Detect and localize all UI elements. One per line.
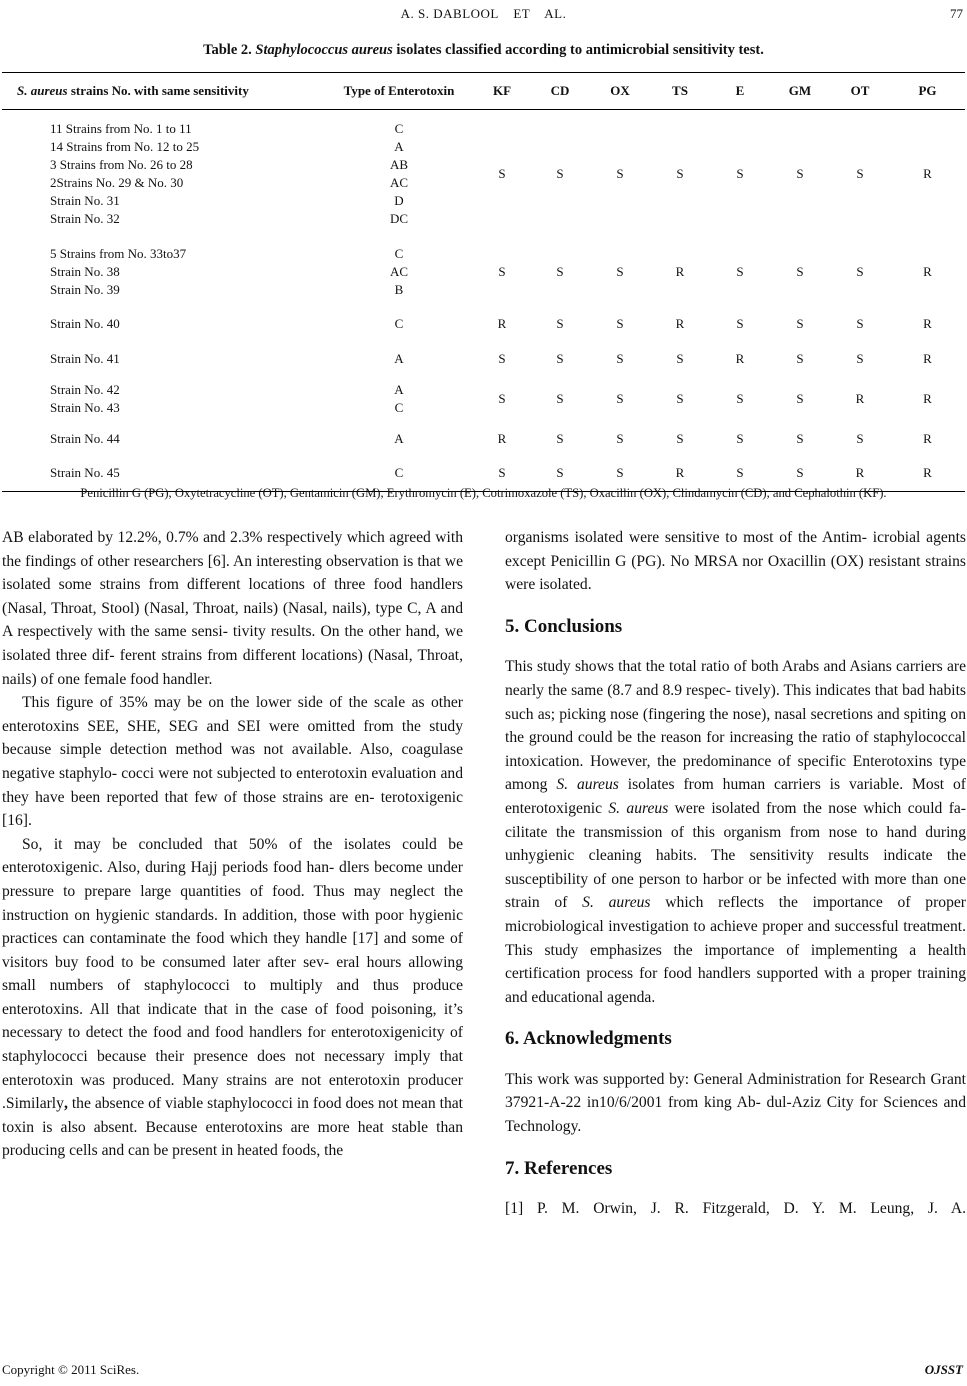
- enterotoxin-line: DC: [389, 210, 409, 226]
- left-paragraph-3-bold: ,: [63, 1095, 68, 1113]
- sensitivity-cell: S: [498, 350, 506, 366]
- conclusions-species-1: S. aureus: [556, 776, 619, 794]
- left-paragraph-1: AB elaborated by 12.2%, 0.7% and 2.3% respectively which agreed with the findings of other researchers [6]. An interesting observation is that we isolated some strains from different locations of three food handlers (Nasal, Throat, Stool) (Nasal, Throat, nails) (Nasal, nails), type C, A and A respectively with the same sensi- tivity results. On the other hand, we isolated three dif- ferent strains from different locations) (Nasal, Throat, nails) of one female food handler.: [2, 529, 463, 688]
- sensitivity-cell: S: [676, 350, 684, 366]
- header-pg: PG: [890, 73, 965, 110]
- sensitivity-cell: S: [590, 456, 650, 492]
- sensitivity-cell: S: [616, 315, 624, 331]
- sensitivity-cell: S: [770, 456, 830, 492]
- sensitivity-cell: S: [856, 165, 864, 181]
- sensitivity-cell: S: [736, 263, 744, 279]
- header-ts: TS: [650, 73, 710, 110]
- enterotoxin-cell: [324, 376, 474, 422]
- conclusions-text-2: isolates from human carriers is variable. Most of enterotoxigenic: [505, 776, 966, 817]
- sensitivity-cell: S: [796, 430, 804, 446]
- strain-line: 14 Strains from No. 12 to 25: [50, 138, 200, 154]
- strain-line: Strain No. 39: [50, 281, 120, 297]
- enterotoxin-line: A: [394, 430, 404, 446]
- sensitivity-cell: R: [830, 456, 890, 492]
- sensitivity-cell: S: [498, 263, 506, 279]
- sensitivity-cell: S: [710, 456, 770, 492]
- header-strains: [2, 73, 324, 110]
- conclusions-text-1: This study shows that the total ratio of both Arabs and Asians carriers are nearly the same (8.7 and 8.9 respec- tively). This indicates that bad habits such as; picking nose (fingering the nose), nasal secretions and spiting on the ground could be the reason for increasing the ratio of staphylococcal intoxication. However, the predominance of specific Enterotoxins type among: [505, 658, 966, 794]
- strain-line: Strain No. 44: [50, 430, 120, 446]
- conclusions-species-3: S. aureus: [582, 894, 651, 912]
- conclusions-paragraph: [505, 655, 966, 1009]
- table-header-row: [2, 73, 965, 110]
- sensitivity-cell: S: [676, 430, 684, 446]
- footer-copyright: Copyright © 2011 SciRes.: [2, 1362, 140, 1377]
- sensitivity-cell: S: [856, 263, 864, 279]
- heading-acknowledgments: 6. Acknowledgments: [505, 1028, 672, 1050]
- enterotoxin-line: A: [394, 350, 404, 366]
- enterotoxin-line: AC: [389, 174, 409, 190]
- sensitivity-cell: R: [650, 456, 710, 492]
- sensitivity-cell: S: [556, 165, 564, 181]
- header-cd: CD: [530, 73, 590, 110]
- sensitivity-cell: S: [498, 165, 506, 181]
- sensitivity-cell: S: [796, 350, 804, 366]
- sensitivity-cell: S: [556, 390, 564, 406]
- table-row: [2, 238, 965, 306]
- left-paragraph-3: [2, 833, 463, 1163]
- header-gm: GM: [770, 73, 830, 110]
- sensitivity-cell: R: [923, 430, 932, 446]
- enterotoxin-cell: [324, 422, 474, 456]
- sensitivity-cell: S: [616, 390, 624, 406]
- enterotoxin-line: AB: [389, 156, 409, 172]
- sensitivity-table: [2, 72, 965, 492]
- enterotoxin-cell: [324, 110, 474, 238]
- enterotoxin-line: A: [394, 381, 404, 397]
- sensitivity-cell: S: [498, 390, 506, 406]
- header-species: S. aureus: [17, 83, 68, 98]
- sensitivity-cell: R: [923, 165, 932, 181]
- sensitivity-cell: S: [676, 165, 684, 181]
- sensitivity-cell: R: [890, 456, 965, 492]
- strain-line: Strain No. 40: [50, 315, 120, 331]
- running-head: [0, 6, 967, 26]
- right-paragraph-1: organisms isolated were sensitive to most of the Antim- icrobial agents except Penicillin G (PG). No MRSA nor Oxacillin (OX) resistant strains were isolated.: [505, 529, 966, 594]
- enterotoxin-line: AC: [389, 263, 409, 279]
- sensitivity-cell: R: [675, 263, 685, 279]
- header-ot: OT: [830, 73, 890, 110]
- sensitivity-cell: S: [796, 315, 804, 331]
- strain-line: Strain No. 32: [50, 210, 120, 226]
- sensitivity-cell: S: [856, 350, 864, 366]
- left-paragraph-2: This figure of 35% may be on the lower side of the scale as other enterotoxins SEE, SHE, SEG and SEI were omitted from the study because simple detection method was not available. Also, coagulase negative staphylo- cocci were not subjected to enterotoxin evaluation and they have been reported that few of those strains are en- terotoxigenic [16].: [2, 694, 463, 830]
- running-head-title: A. S. DABLOOL ET AL.: [400, 6, 567, 21]
- strain-line: Strain No. 31: [50, 192, 120, 208]
- left-paragraph-3b: the absence of viable staphylococci in food does not mean that toxin is also absent. Because enterotoxins are more heat stable than producing cells and can be present in heated foods, the: [2, 1095, 463, 1160]
- table-row: [2, 422, 965, 456]
- enterotoxin-cell: [324, 238, 474, 306]
- sensitivity-cell: S: [616, 263, 624, 279]
- table-row: [2, 306, 965, 342]
- right-column: [505, 526, 966, 1221]
- header-enterotoxin: Type of Enterotoxin: [324, 73, 474, 110]
- sensitivity-cell: R: [923, 390, 932, 406]
- enterotoxin-cell: [324, 306, 474, 342]
- table-row: [2, 376, 965, 422]
- sensitivity-cell: R: [675, 315, 685, 331]
- sensitivity-cell: S: [736, 315, 744, 331]
- sensitivity-cell: S: [796, 165, 804, 181]
- sensitivity-cell: S: [474, 456, 530, 492]
- sensitivity-cell: R: [923, 263, 932, 279]
- sensitivity-cell: R: [855, 390, 865, 406]
- table-caption: [0, 42, 967, 59]
- strain-cell: [2, 110, 324, 238]
- header-strain-text: strains No. with same sensitivity: [67, 83, 249, 98]
- header-e: E: [710, 73, 770, 110]
- enterotoxin-line: C: [394, 120, 404, 136]
- strain-line: Strain No. 45: [50, 465, 120, 481]
- conclusions-text-3: were isolated from the nose which could fa- cilitate the transmission of this organism from nose to hand during unhygienic cleaning habits. The sensitivity results indicate the susceptibility of one person to harbor or be infected with more than one strain of: [505, 799, 967, 912]
- heading-conclusions: 5. Conclusions: [505, 615, 623, 637]
- sensitivity-cell: S: [556, 430, 564, 446]
- sensitivity-cell: S: [616, 430, 624, 446]
- strain-line: Strain No. 43: [50, 399, 120, 415]
- table-row: [2, 110, 965, 238]
- sensitivity-cell: S: [556, 263, 564, 279]
- sensitivity-cell: S: [736, 390, 744, 406]
- caption-rest: isolates classified according to antimicrobial sensitivity test.: [392, 42, 764, 58]
- sensitivity-cell: S: [736, 165, 744, 181]
- sensitivity-cell: S: [616, 350, 624, 366]
- heading-references: 7. References: [505, 1157, 613, 1179]
- left-column: [2, 526, 463, 1163]
- strain-line: 2Strains No. 29 & No. 30: [50, 174, 184, 190]
- reference-1: [505, 1197, 966, 1221]
- table-row: [2, 342, 965, 376]
- strain-cell: [2, 422, 324, 456]
- strain-line: 11 Strains from No. 1 to 11: [50, 120, 192, 136]
- reference-1-number: [1]: [505, 1200, 524, 1218]
- conclusions-species-2: S. aureus: [608, 799, 669, 817]
- header-ox: OX: [590, 73, 650, 110]
- strain-cell: [2, 342, 324, 376]
- enterotoxin-cell: [324, 342, 474, 376]
- sensitivity-cell: R: [923, 350, 932, 366]
- sensitivity-cell: R: [497, 315, 507, 331]
- enterotoxin-line: D: [394, 192, 404, 208]
- page-number: 77: [950, 6, 963, 21]
- strain-cell: [2, 306, 324, 342]
- sensitivity-cell: S: [530, 456, 590, 492]
- enterotoxin-line: C: [394, 399, 404, 415]
- strain-line: Strain No. 42: [50, 381, 120, 397]
- sensitivity-cell: R: [735, 350, 745, 366]
- enterotoxin-line: C: [394, 245, 404, 261]
- acknowledgments-paragraph: This work was supported by: General Administration for Research Grant 37921-A-22 in10/6/2001 from king Ab- dul-Aziz City for Sciences and Technology.: [505, 1070, 966, 1136]
- sensitivity-cell: S: [796, 263, 804, 279]
- caption-prefix: Table 2.: [203, 42, 256, 58]
- strain-cell: [2, 238, 324, 306]
- sensitivity-cell: S: [856, 315, 864, 331]
- sensitivity-cell: S: [616, 165, 624, 181]
- sensitivity-cell: S: [796, 390, 804, 406]
- sensitivity-cell: S: [736, 430, 744, 446]
- sensitivity-cell: R: [497, 430, 507, 446]
- conclusions-text-4: which reflects the importance of proper microbiological investigation to achieve proper and successful treatment. This study emphasizes the importance of implementing a health certification process for food handlers supported with a proper training and educational agenda.: [505, 894, 966, 1006]
- sensitivity-cell: S: [676, 390, 684, 406]
- header-kf: KF: [474, 73, 530, 110]
- enterotoxin-line: C: [394, 465, 404, 481]
- sensitivity-cell: S: [556, 315, 564, 331]
- sensitivity-cell: R: [923, 315, 932, 331]
- enterotoxin-line: B: [394, 281, 404, 297]
- enterotoxin-line: A: [394, 138, 404, 154]
- reference-1-text: P. M. Orwin, J. R. Fitzgerald, D. Y. M. Leung, J. A.: [537, 1200, 966, 1218]
- strain-cell: [2, 376, 324, 422]
- sensitivity-cell: S: [856, 430, 864, 446]
- table-footnote: Penicillin G (PG), Oxytetracycline (OT), Gentamicin (GM), Erythromycin (E), Cotrimoxazole (TS), Oxacillin (OX), Clindamycin (CD), and Cephalothin (KF).: [80, 486, 887, 500]
- sensitivity-cell: S: [556, 350, 564, 366]
- strain-line: 3 Strains from No. 26 to 28: [50, 156, 193, 172]
- enterotoxin-line: C: [394, 315, 404, 331]
- footer-journal: OJSST: [924, 1362, 963, 1377]
- caption-species: Staphylococcus aureus: [255, 42, 393, 58]
- strain-line: Strain No. 38: [50, 263, 120, 279]
- left-paragraph-3a: So, it may be concluded that 50% of the isolates could be enterotoxigenic. Also, during Hajj periods food han- dlers become under pressure to prepare large quantities of food. Thus may neglect the instruction on hygienic standards. In addition, those with poor hygienic practices can contaminate the food which they handle [17] and some of visitors buy food to be consumed later after sev- eral hours allowing small numbers of staphylococci to multiply and thus produce enterotoxins. All that indicate that in the case of food poisoning, it’s necessary to detect the food and food handlers for enterotoxigenicity of staphylococci because their presence does not necessary imply that enterotoxin was produced. Many strains are not enterotoxin producer .Similarly: [2, 835, 463, 1113]
- strain-line: Strain No. 41: [50, 350, 120, 366]
- strain-line: 5 Strains from No. 33to37: [50, 245, 187, 261]
